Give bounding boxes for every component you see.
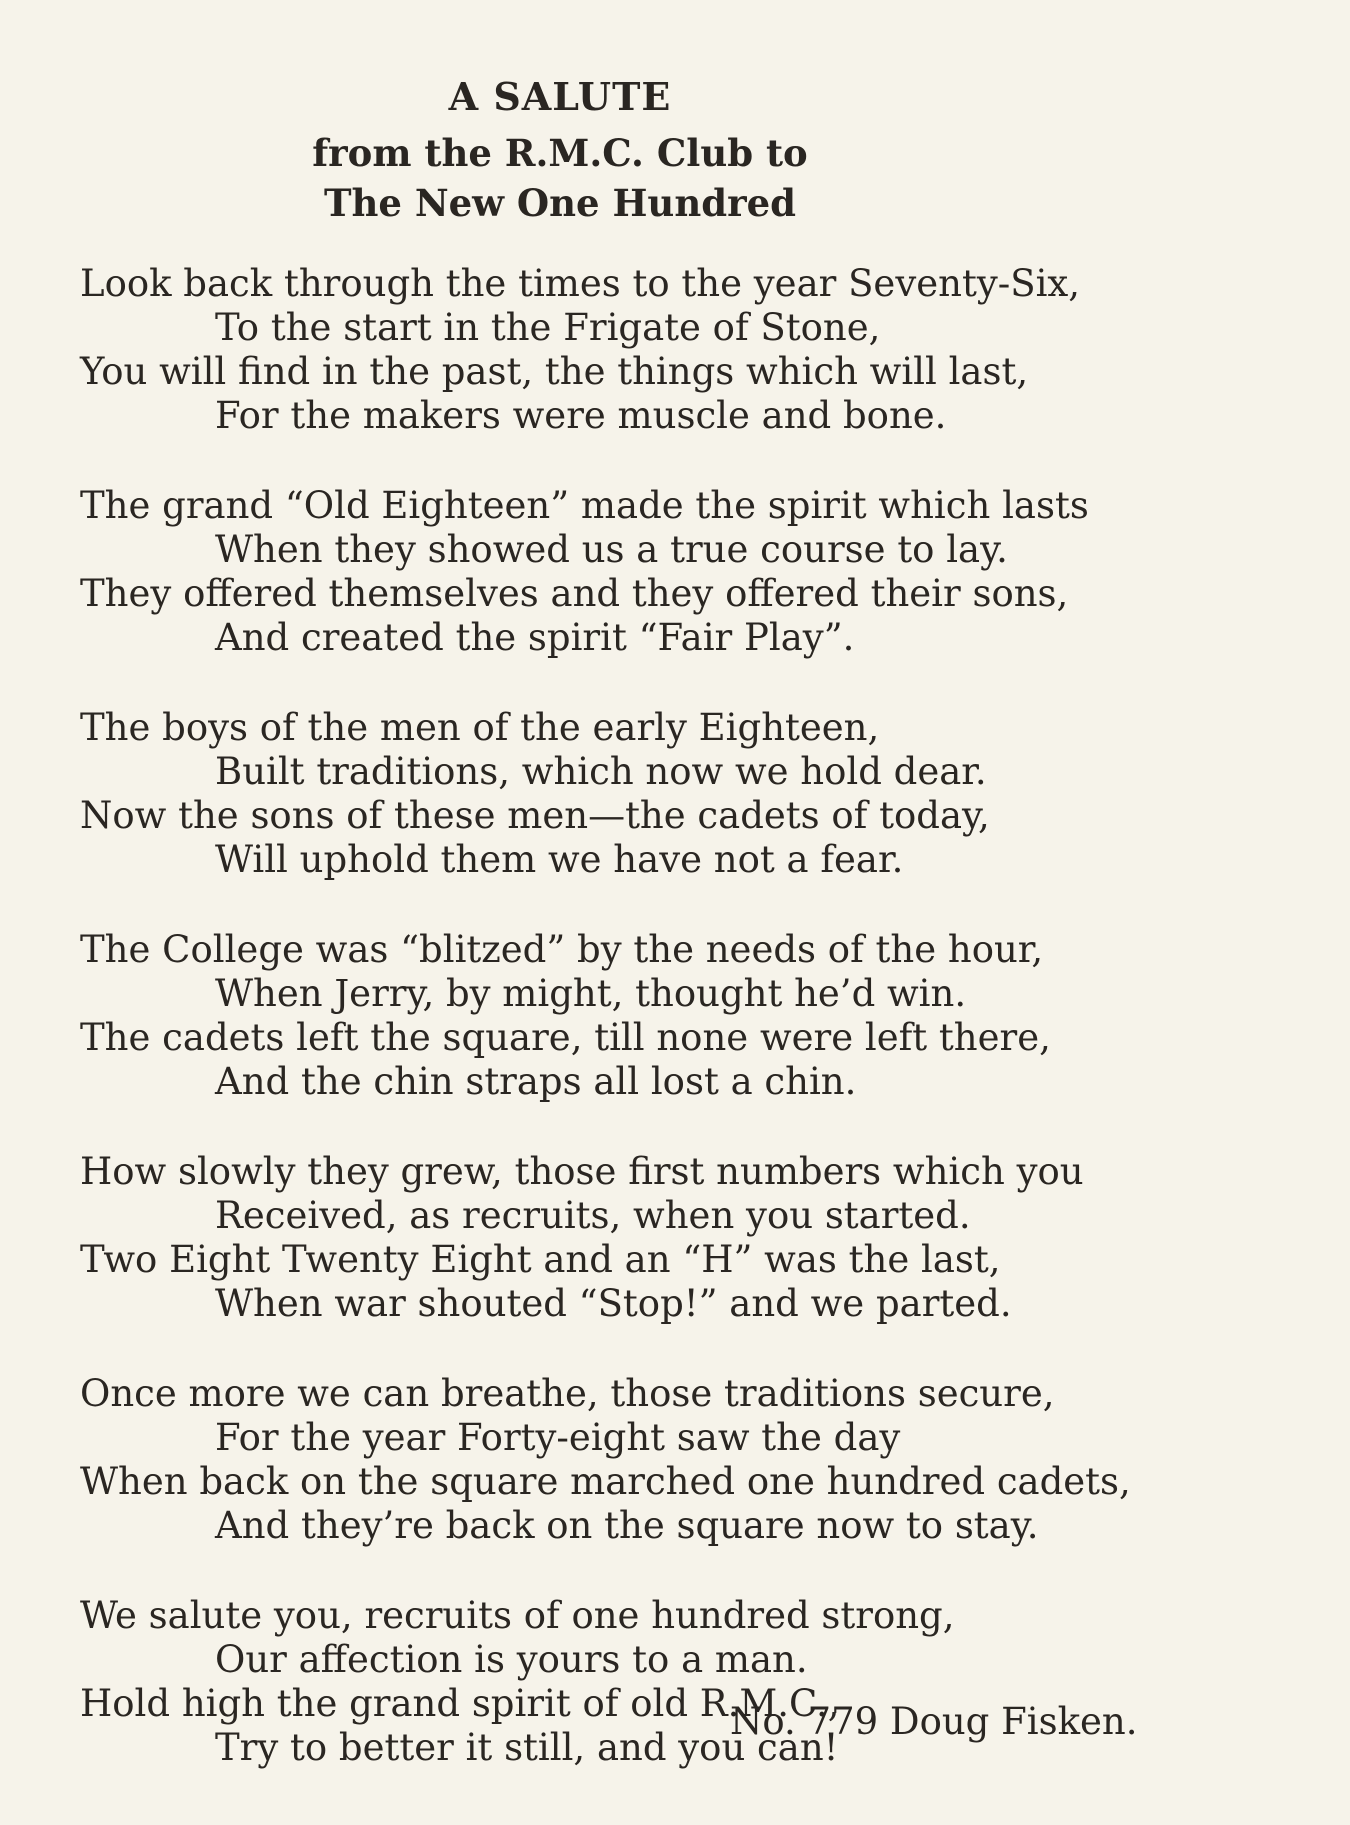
stanza-5 xyxy=(80,1150,1300,1326)
poem-heading xyxy=(0,72,1120,228)
poem-subtitle-line-1: from the R.M.C. Club to xyxy=(312,131,808,175)
poem-line: And the chin straps all lost a chin. xyxy=(215,1060,857,1103)
poem-line: Try to better it still, and you can! xyxy=(215,1726,839,1769)
poem-line: You will find in the past, the things which will last, xyxy=(80,350,1029,393)
poem-body xyxy=(80,262,1300,1816)
poem-line: The cadets left the square, till none were left there, xyxy=(80,1016,1051,1059)
poem-line: Look back through the times to the year Seventy-Six, xyxy=(80,262,1081,305)
poem-line: Our affection is yours to a man. xyxy=(215,1638,808,1681)
poem-line: For the makers were muscle and bone. xyxy=(215,394,947,437)
author-signature: No. 779 Doug Fisken. xyxy=(730,1700,1138,1743)
stanza-6 xyxy=(80,1372,1300,1548)
poem-line: The boys of the men of the early Eighteen, xyxy=(80,706,880,749)
poem-line: For the year Forty-eight saw the day xyxy=(215,1416,901,1459)
poem-line: And created the spirit “Fair Play”. xyxy=(215,616,855,659)
poem-line: When they showed us a true course to lay. xyxy=(215,528,1008,571)
poem-line: Two Eight Twenty Eight and an “H” was the last, xyxy=(80,1238,1001,1281)
poem-line: Will uphold them we have not a fear. xyxy=(215,838,904,881)
poem-line: To the start in the Frigate of Stone, xyxy=(215,306,881,349)
stanza-4 xyxy=(80,928,1300,1104)
stanza-1 xyxy=(80,262,1300,438)
poem-line: And they’re back on the square now to stay. xyxy=(215,1504,1039,1547)
stanza-3 xyxy=(80,706,1300,882)
poem-line: Once more we can breathe, those traditions secure, xyxy=(80,1372,1055,1415)
poem-line: Hold high the grand spirit of old R.M.C., xyxy=(80,1682,840,1725)
poem-line: Received, as recruits, when you started. xyxy=(215,1194,971,1237)
poem-line: The grand “Old Eighteen” made the spirit which lasts xyxy=(80,484,1089,527)
poem-line: When back on the square marched one hundred cadets, xyxy=(80,1460,1131,1503)
poem-line: We salute you, recruits of one hundred strong, xyxy=(80,1594,955,1637)
poem-line: When war shouted “Stop!” and we parted. xyxy=(215,1282,1012,1325)
poem-line: They offered themselves and they offered their sons, xyxy=(80,572,1069,615)
poem-line: How slowly they grew, those first numbers which you xyxy=(80,1150,1084,1193)
stanza-2 xyxy=(80,484,1300,660)
poem-line: Built traditions, which now we hold dear. xyxy=(215,750,987,793)
poem-line: The College was “blitzed” by the needs of the hour, xyxy=(80,928,1044,971)
poem-line: When Jerry, by might, thought he’d win. xyxy=(215,972,967,1015)
poem-title: A SALUTE xyxy=(448,74,672,119)
poem-line: Now the sons of these men—the cadets of today, xyxy=(80,794,990,837)
poem-subtitle-line-2: The New One Hundred xyxy=(323,181,797,225)
